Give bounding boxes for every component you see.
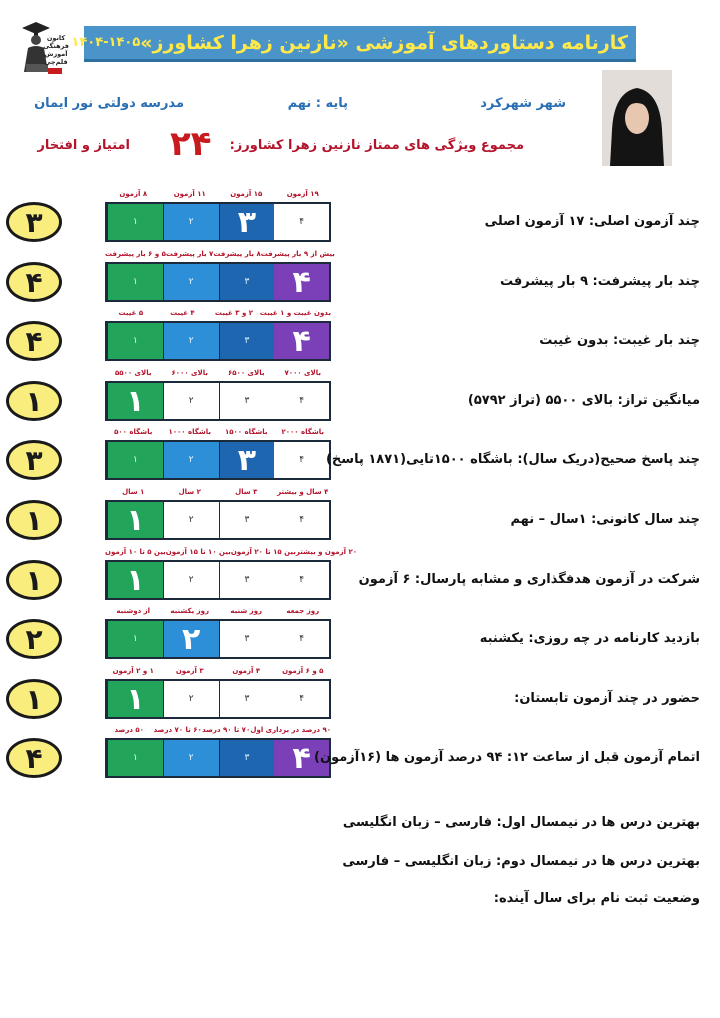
student-photo: [602, 70, 672, 166]
threshold-label: بالای ۶۰۰۰: [171, 369, 208, 377]
student-grade: پایه : نهم: [287, 96, 348, 111]
grid-cell-2: ۲: [163, 502, 219, 538]
row-score-circle: ۳: [6, 202, 62, 242]
threshold-label: ۴ سال و بیشتر: [277, 488, 329, 496]
threshold-label: ۲۰ آزمون و بیشتر: [295, 548, 358, 556]
grid-cell-3: ۳: [219, 442, 275, 478]
grid-cell-1: ۱: [107, 323, 163, 359]
threshold-label: روز جمعه: [286, 607, 320, 615]
threshold-label: از دوشنبه: [116, 607, 151, 615]
grid-cell-4: ۴: [274, 204, 329, 240]
threshold-label: روز شنبه: [230, 607, 263, 615]
threshold-label: بیش از ۹ بار پیشرفت: [260, 250, 335, 258]
grid-cell-2: ۲: [163, 383, 219, 419]
threshold-label: ۴ آزمون: [232, 667, 261, 675]
threshold-label: ۱۵ آزمون: [230, 190, 263, 198]
grid-cell-2: ۲: [163, 204, 219, 240]
title-bar: [71, 26, 636, 62]
row-threshold-labels: [105, 726, 331, 737]
grid-cell-3: ۳: [219, 502, 275, 538]
threshold-label: ۸ بار پیشرفت: [213, 250, 261, 258]
page-title: کارنامه دستاوردهای آموزشی «نازنین زهرا کشاورز»: [140, 31, 628, 54]
grid-cell-3: ۳: [219, 562, 275, 598]
threshold-label: ۱ سال: [122, 488, 145, 496]
row-threshold-labels: [105, 250, 335, 261]
logo-text: کانون فرهنگی آموزش قلم‌چی: [43, 34, 69, 66]
threshold-label: ۵ غیبت: [118, 309, 144, 317]
score-grid: [105, 440, 331, 480]
row-threshold-labels: [105, 190, 331, 201]
threshold-label: ۹۰ درصد در برداری اول: [250, 726, 331, 734]
threshold-label: ۵۰ درصد: [114, 726, 144, 734]
grid-cell-3: ۳: [219, 383, 275, 419]
grid-cell-4: ۴: [274, 681, 329, 717]
threshold-label: ۳ آزمون: [175, 667, 204, 675]
row-score-circle: ۱: [6, 560, 62, 600]
grid-cell-1: ۱: [107, 562, 163, 598]
threshold-label: ۶۰ تا ۷۰ درصد: [153, 726, 202, 734]
threshold-label: ۵ و ۶ آزمون: [282, 667, 324, 675]
threshold-label: بین ۵ تا ۱۰ آزمون: [105, 548, 166, 556]
best-subjects-second: بهترین درس ها در نیمسال دوم: زبان انگلیسی – فارسی: [342, 854, 700, 869]
row-threshold-labels: [105, 667, 331, 678]
threshold-label: ۲ و ۳ غیبت: [214, 309, 254, 317]
threshold-label: روز یکشنبه: [170, 607, 210, 615]
grid-cell-2: ۲: [163, 681, 219, 717]
score-grid: [105, 262, 331, 302]
grid-cell-4: ۴: [274, 621, 329, 657]
row-question: میانگین تراز: بالای ۵۵۰۰ (تراز ۵۷۹۲): [467, 393, 700, 408]
academic-year: ۱۴۰۴-۱۴۰۵: [71, 35, 141, 50]
grid-cell-3: ۳: [219, 204, 275, 240]
row-threshold-labels: [105, 309, 331, 320]
row-score-circle: ۴: [6, 321, 62, 361]
threshold-label: بالای ۷۰۰۰: [284, 369, 321, 377]
grid-cell-2: ۲: [163, 740, 219, 776]
threshold-label: باشگاه ۱۵۰۰: [224, 428, 268, 436]
grid-cell-3: ۳: [219, 264, 275, 300]
row-threshold-labels: [105, 607, 331, 618]
grid-cell-1: ۱: [107, 681, 163, 717]
grid-cell-1: ۱: [107, 204, 163, 240]
threshold-label: بدون غیبت و ۱ غیبت: [259, 309, 331, 317]
grid-cell-2: ۲: [163, 621, 219, 657]
row-score-circle: ۱: [6, 500, 62, 540]
grid-cell-2: ۲: [163, 442, 219, 478]
row-score-circle: ۴: [6, 262, 62, 302]
threshold-label: ۵ و ۶ بار پیشرفت: [105, 250, 166, 258]
score-grid: [105, 738, 331, 778]
grid-cell-1: ۱: [107, 621, 163, 657]
row-threshold-labels: [105, 488, 331, 499]
grid-cell-1: ۱: [107, 740, 163, 776]
row-question: بازدید کارنامه در چه روزی: یکشنبه: [479, 631, 700, 646]
threshold-label: ۱ و ۲ آزمون: [112, 667, 154, 675]
grid-cell-3: ۳: [219, 681, 275, 717]
grid-cell-4: ۴: [274, 562, 329, 598]
best-subjects-first: بهترین درس ها در نیمسال اول: فارسی – زبان انگلیسی: [342, 815, 700, 830]
grid-cell-4: ۴: [274, 323, 329, 359]
registration-status: وضعیت ثبت نام برای سال آینده:: [493, 891, 700, 906]
threshold-label: ۱۹ آزمون: [286, 190, 319, 198]
grid-cell-4: ۴: [274, 383, 329, 419]
threshold-label: بالای ۶۵۰۰: [228, 369, 265, 377]
grid-cell-4: ۴: [274, 740, 329, 776]
row-score-circle: ۲: [6, 619, 62, 659]
threshold-label: بین ۱۰ تا ۱۵ آزمون: [165, 548, 231, 556]
threshold-label: باشگاه ۱۰۰۰: [168, 428, 211, 436]
row-question: اتمام آزمون قبل از ساعت ۱۲: ۹۴ درصد آزمون ها (۱۶آزمون): [314, 750, 700, 765]
row-threshold-labels: [105, 369, 331, 380]
threshold-label: باشگاه ۵۰۰: [114, 428, 153, 436]
row-question: شرکت در آزمون هدفگذاری و مشابه پارسال: ۶ آزمون: [358, 572, 700, 587]
row-question: چند بار غیبت: بدون غیبت: [539, 333, 700, 348]
grid-cell-3: ۳: [219, 621, 275, 657]
threshold-label: ۷۰ تا ۹۰ درصد: [202, 726, 251, 734]
row-threshold-labels: [105, 428, 331, 439]
student-school: مدرسه دولتی نور ایمان: [34, 96, 184, 111]
features-label: مجموع ویژگی های ممتاز نازنین زهرا کشاورز:: [229, 138, 524, 153]
grid-cell-3: ۳: [219, 740, 275, 776]
threshold-label: بالای ۵۵۰۰: [115, 369, 152, 377]
row-score-circle: ۱: [6, 679, 62, 719]
grid-cell-2: ۲: [163, 562, 219, 598]
threshold-label: بین ۱۵ تا ۲۰ آزمون: [230, 548, 296, 556]
threshold-label: ۳ سال: [235, 488, 258, 496]
threshold-label: ۷ بار پیشرفت: [165, 250, 214, 258]
threshold-label: ۱۱ آزمون: [173, 190, 206, 198]
total-score: ۲۴: [170, 124, 212, 164]
score-grid: [105, 381, 331, 421]
score-grid: [105, 321, 331, 361]
row-score-circle: ۴: [6, 738, 62, 778]
row-question: حضور در چند آزمون تابستان:: [514, 691, 700, 706]
grid-cell-1: ۱: [107, 442, 163, 478]
score-grid: [105, 619, 331, 659]
grid-cell-2: ۲: [163, 264, 219, 300]
score-grid: [105, 500, 331, 540]
score-grid: [105, 560, 331, 600]
student-city: شهر شهرکرد: [480, 96, 566, 111]
grid-cell-3: ۳: [219, 323, 275, 359]
grid-cell-4: ۴: [274, 264, 329, 300]
row-threshold-labels: [105, 548, 358, 559]
grid-cell-1: ۱: [107, 383, 163, 419]
grid-cell-1: ۱: [107, 502, 163, 538]
grid-cell-4: ۴: [274, 442, 329, 478]
grid-cell-1: ۱: [107, 264, 163, 300]
score-label: امتیاز و افتخار: [37, 138, 130, 153]
row-question: چند سال کانونی: ۱سال – نهم: [510, 512, 700, 527]
row-question: چند بار پیشرفت: ۹ بار پیشرفت: [499, 274, 700, 289]
row-score-circle: ۳: [6, 440, 62, 480]
grid-cell-2: ۲: [163, 323, 219, 359]
threshold-label: ۴ غیبت: [170, 309, 195, 317]
row-score-circle: ۱: [6, 381, 62, 421]
threshold-label: باشگاه ۲۰۰۰: [281, 428, 324, 436]
score-grid: [105, 202, 331, 242]
threshold-label: ۲ سال: [178, 488, 201, 496]
grid-cell-4: ۴: [274, 502, 329, 538]
row-question: چند آزمون اصلی: ۱۷ آزمون اصلی: [484, 214, 700, 229]
row-question: چند پاسخ صحیح(دریک سال): باشگاه ۱۵۰۰تایی(۱۸۷۱ پاسخ): [325, 452, 700, 467]
score-grid: [105, 679, 331, 719]
threshold-label: ۸ آزمون: [119, 190, 148, 198]
